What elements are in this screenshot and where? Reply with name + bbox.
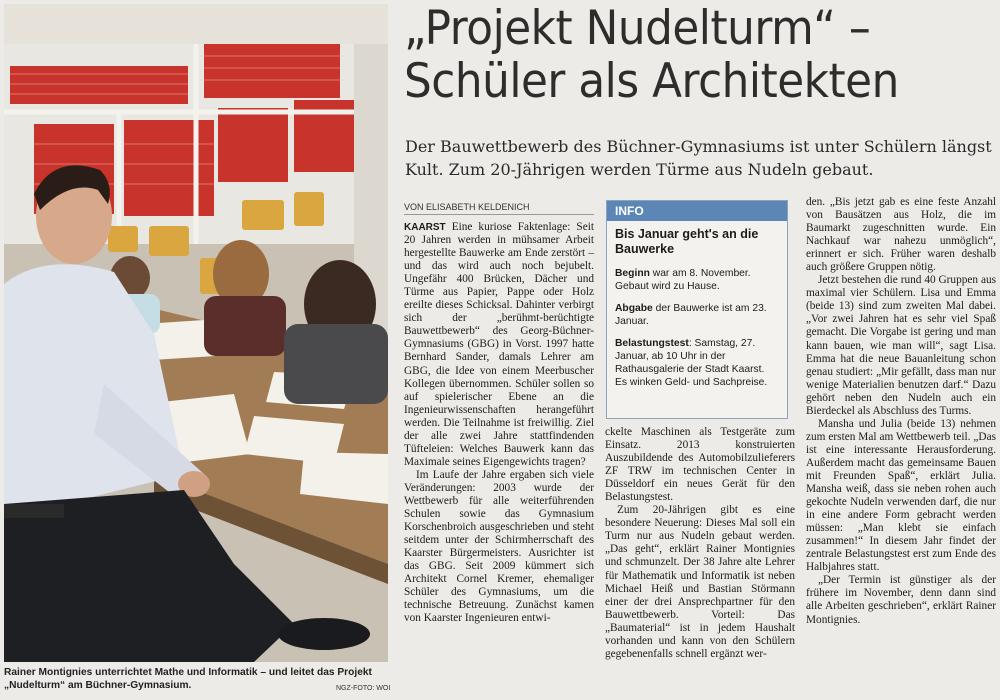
paragraph: KAARST Eine kuriose Faktenlage: Seit 20 Jahren werden in mühsamer Arbeit hergestellte Bauwerke am Ende zerstört – und das wird auch noch bejubelt. Ungefähr 400 Brücken, Dächer und Türme aus Papier, Pappe oder Holz ereilte dieses Schicksal. Dahinter verbirgt sich der „berühmt-berüchtigte Bauwettbewerb“ des Georg-Büchner-Gymnasiums (GBG) in Vorst. 1997 hatte Bernhard Sander, damals Lehrer am GBG, die Idee von einem Meerbuscher Kollegen übernommen. Schüler sollen so auf spielerischer Ebene an die Ingenieurwissenschaften herangeführt werden. Die Teilnahme ist freiwillig. Ziel der alle zwei Jahre stattfindenden Tüfteleien: Welches Bauwerk kann das Maximale seines Eigengewichts tragen? <box>404 221 594 468</box>
byline: VON ELISABETH KELDENICH <box>404 202 594 215</box>
info-box <box>606 200 788 419</box>
article-column-1 <box>404 221 594 625</box>
headline-line-1: „Projekt Nudelturm“ – <box>404 1 871 56</box>
paragraph: Im Laufe der Jahre ergaben sich viele Veränderungen: 2003 wurde der Wettbewerb für alle weiterführenden Schulen sowie das Gymnasium Korschenbroich ausgeschrieben und steht seitdem unter der Schirmherrschaft des Kaarster Bürgermeisters. Ausrichter ist das GBG. Seit 2009 kümmert sich Architekt Cornel Kremer, ehemaliger Schüler des Gymnasiums, um die technische Betreuung. Zunächst kamen von Kaarster Ingenieuren entwi- <box>404 468 594 625</box>
info-item-belastungstest: Belastungstest: Samstag, 27. Januar, ab 10 Uhr in der Rathausgalerie der Stadt Kaarst. Es winken Geld- und Sachpreise. <box>615 338 768 388</box>
article-column-3 <box>806 196 996 627</box>
paragraph: Mansha und Julia (beide 13) nehmen zum ersten Mal am Wettbewerb teil. „Das ist eine interessante Herausforderung. Außerdem macht das gemeinsame Bauen mit Freunden Spaß“, erklärt Julia. Mansha weiß, dass sie neben rohen auch gekochte Nudeln verwenden darf, die nur in eine andere Form gebracht werden müssen: „Man klebt sie einfach zusammen!“ In diesem Jahr findet der zentrale Belastungstest erst zum Ende des Halbjahres statt. <box>806 417 996 574</box>
dateline: KAARST <box>404 222 446 233</box>
paragraph: den. „Bis jetzt gab es eine feste Anzahl von Bausätzen aus Holz, die im Baumarkt zugeschnitten wurde. Ein Nachkauf war nahezu unmöglich“, erinnert er sich. Früher waren deshalb auch größere Gruppen nötig. <box>806 196 996 274</box>
photo-credit: NGZ-FOTO: WOI <box>336 685 391 692</box>
paragraph: „Der Termin ist günstiger als der frühere im November, denn dann sind alle Arbeiten geschrieben“, erklärt Rainer Montignies. <box>806 574 996 626</box>
paragraph: Jetzt bestehen die rund 40 Gruppen aus maximal vier Schülern. Lisa und Emma (beide 13) sind zum zweiten Mal dabei. „Vor zwei Jahren hat es sehr viel Spaß gemacht. Die Vorgabe ist gering und man kann bauen, wie man will“, sagt Lisa. Emma hat die neue Bauanleitung schon genau studiert: „Mir gefällt, dass man nur wenige Materialien benutzen darf.“ Dazu gehört neben den Nudeln auch ein Bierdeckel als Abschluss des Turms. <box>806 274 996 417</box>
paragraph: ckelte Maschinen als Testgeräte zum Einsatz. 2013 konstruierten Auszubildende des Automobilzulieferers ZF TRW im technischen Center in Düsseldorf ein neues Gerät für den Belastungstest. <box>605 426 795 504</box>
info-title: Bis Januar geht's an die Bauwerke <box>615 227 759 256</box>
info-item-beginn: Beginn war am 8. November. Gebaut wird zu Hause. <box>615 268 751 292</box>
info-item-abgabe: Abgabe der Bauwerke ist am 23. Januar. <box>615 303 767 327</box>
photo-caption: Rainer Montignies unterrichtet Mathe und Informatik – und leitet das Projekt „Nudelturm“ am Büchner-Gymnasium. <box>4 667 372 691</box>
article-photo <box>4 4 388 662</box>
paragraph: Zum 20-Jährigen gibt es eine besondere Neuerung: Dieses Mal soll ein Turm nur aus Nudeln gebaut werden. „Das geht“, erklärt Rainer Montignies und schmunzelt. Der 38 Jahre alte Lehrer für Mathematik und Informatik ist neben Michael Heiß und Bastian Störmann einer der drei Ansprechpartner für den Bauwettbewerb. Vorteil: Das „Baumaterial“ ist in jedem Haushalt vorhanden und kann von den Schülern gegebenenfalls schnell ergänzt wer- <box>605 504 795 660</box>
article-column-2 <box>605 426 795 661</box>
info-label: INFO <box>607 201 787 221</box>
headline <box>404 2 953 108</box>
headline-line-2: Schüler als Architekten <box>404 54 899 109</box>
subheadline: Der Bauwettbewerb des Büchner-Gymnasiums ist unter Schülern längst Kult. Zum 20-Jährigen werden Türme aus Nudeln gebaut. <box>405 137 992 179</box>
